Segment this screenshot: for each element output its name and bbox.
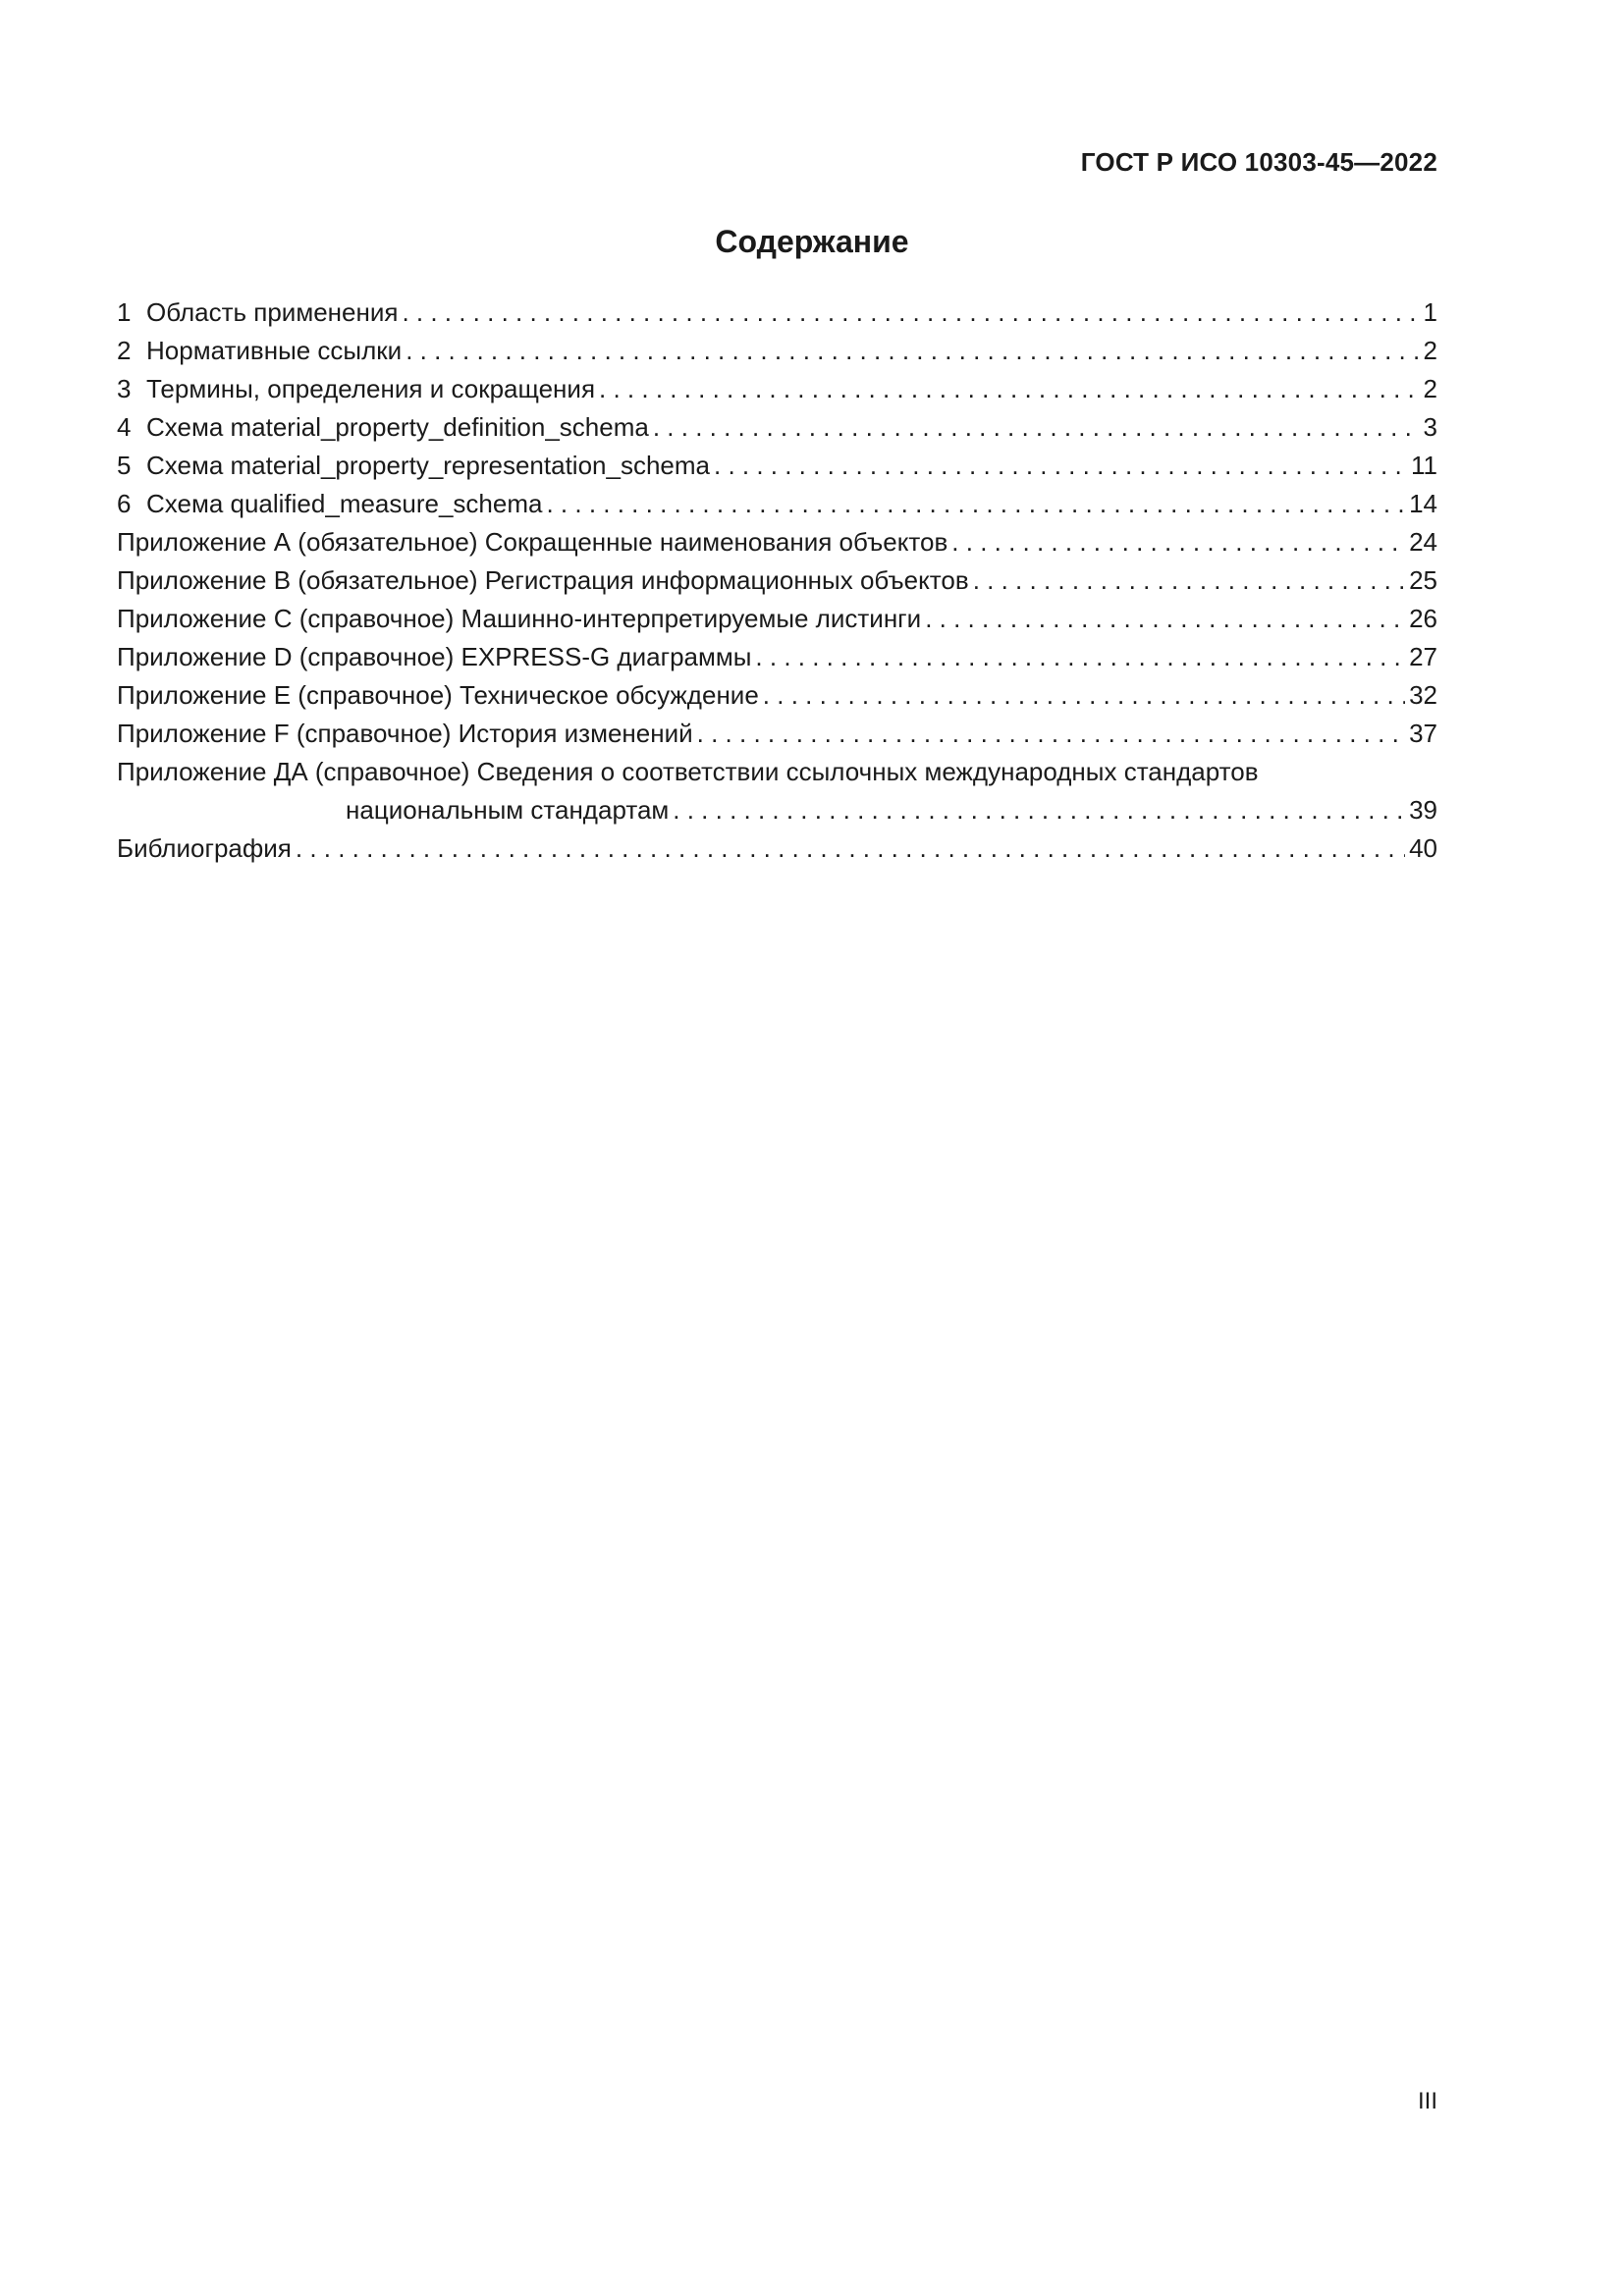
toc-dot-leader <box>755 638 1405 676</box>
toc-entry-annex-f[interactable] <box>117 715 1437 753</box>
toc-entry-label: Приложение А (обязательное) Сокращенные наименования объектов <box>117 527 948 557</box>
toc-entry-terms[interactable] <box>117 370 1437 408</box>
page-number: III <box>1417 2088 1437 2114</box>
toc-dot-leader <box>763 676 1405 715</box>
toc-dot-leader <box>673 791 1405 829</box>
toc-entry-page: 2 <box>1423 336 1437 365</box>
toc-entry-label-line1: Приложение ДА (справочное) Сведения о соответствии ссылочных международных стандартов <box>117 757 1259 786</box>
toc-entry-text: Область применения <box>146 297 399 327</box>
toc-dot-leader <box>973 561 1405 600</box>
toc-dot-leader <box>653 408 1420 447</box>
toc-entry-representation-schema[interactable] <box>117 447 1437 485</box>
toc-entry-page: 14 <box>1409 489 1437 518</box>
toc-entry-page: 3 <box>1423 412 1437 442</box>
toc-entry-label <box>117 408 649 447</box>
toc-entry-annex-da-continued[interactable] <box>117 791 1437 829</box>
toc-entry-label: Приложение В (обязательное) Регистрация информационных объектов <box>117 565 969 595</box>
toc-entry-label: Приложение Е (справочное) Техническое обсуждение <box>117 680 759 710</box>
table-of-contents <box>117 294 1437 868</box>
toc-entry-text: Схема material_property_definition_schema <box>146 412 649 442</box>
toc-entry-label: Приложение С (справочное) Машинно-интерпретируемые листинги <box>117 604 922 633</box>
toc-entry-text: Схема qualified_measure_schema <box>146 489 543 518</box>
toc-entry-number: 2 <box>117 336 132 365</box>
toc-entry-label: Приложение D (справочное) EXPRESS-G диаграммы <box>117 642 752 671</box>
toc-entry-page: 32 <box>1409 680 1437 710</box>
toc-dot-leader <box>402 294 1419 332</box>
toc-entry-page: 37 <box>1409 719 1437 748</box>
toc-dot-leader <box>925 600 1405 638</box>
toc-entry-page: 26 <box>1409 604 1437 633</box>
toc-entry-annex-e[interactable] <box>117 676 1437 715</box>
toc-entry-page: 11 <box>1411 451 1437 480</box>
toc-entry-label: Библиография <box>117 833 292 863</box>
toc-dot-leader <box>599 370 1420 408</box>
toc-dot-leader <box>296 829 1405 868</box>
toc-entry-annex-d[interactable] <box>117 638 1437 676</box>
document-standard-id: ГОСТ Р ИСО 10303-45—2022 <box>1080 147 1437 177</box>
toc-entry-page: 40 <box>1409 833 1437 863</box>
toc-title: Содержание <box>715 224 909 259</box>
toc-entry-label: Приложение F (справочное) История изменений <box>117 719 693 748</box>
toc-entry-definition-schema[interactable] <box>117 408 1437 447</box>
toc-entry-annex-b[interactable] <box>117 561 1437 600</box>
toc-entry-page: 39 <box>1409 795 1437 825</box>
toc-entry-text: Термины, определения и сокращения <box>146 374 596 403</box>
toc-dot-leader <box>697 715 1405 753</box>
toc-entry-label <box>117 447 710 485</box>
toc-entry-number: 3 <box>117 374 132 403</box>
toc-entry-page: 25 <box>1409 565 1437 595</box>
toc-entry-text: Схема material_property_representation_schema <box>146 451 710 480</box>
toc-entry-page: 24 <box>1409 527 1437 557</box>
toc-entry-page: 1 <box>1423 297 1437 327</box>
toc-entry-label <box>117 332 402 370</box>
toc-entry-number: 1 <box>117 297 132 327</box>
toc-entry-annex-da[interactable] <box>117 753 1437 791</box>
toc-entry-number: 6 <box>117 489 132 518</box>
toc-dot-leader <box>406 332 1419 370</box>
toc-entry-page: 2 <box>1423 374 1437 403</box>
toc-dot-leader <box>951 523 1405 561</box>
toc-entry-label <box>117 294 398 332</box>
toc-entry-annex-c[interactable] <box>117 600 1437 638</box>
toc-entry-number: 5 <box>117 451 132 480</box>
toc-dot-leader <box>546 485 1405 523</box>
toc-entry-annex-a[interactable] <box>117 523 1437 561</box>
toc-entry-label <box>117 485 542 523</box>
toc-entry-text: Нормативные ссылки <box>146 336 403 365</box>
toc-entry-scope[interactable] <box>117 294 1437 332</box>
toc-entry-normative-references[interactable] <box>117 332 1437 370</box>
toc-entry-qualified-measure-schema[interactable] <box>117 485 1437 523</box>
toc-entry-label <box>117 370 595 408</box>
toc-dot-leader <box>714 447 1407 485</box>
toc-entry-label-line2: национальным стандартам <box>346 795 670 825</box>
toc-entry-page: 27 <box>1409 642 1437 671</box>
toc-entry-number: 4 <box>117 412 132 442</box>
toc-entry-bibliography[interactable] <box>117 829 1437 868</box>
